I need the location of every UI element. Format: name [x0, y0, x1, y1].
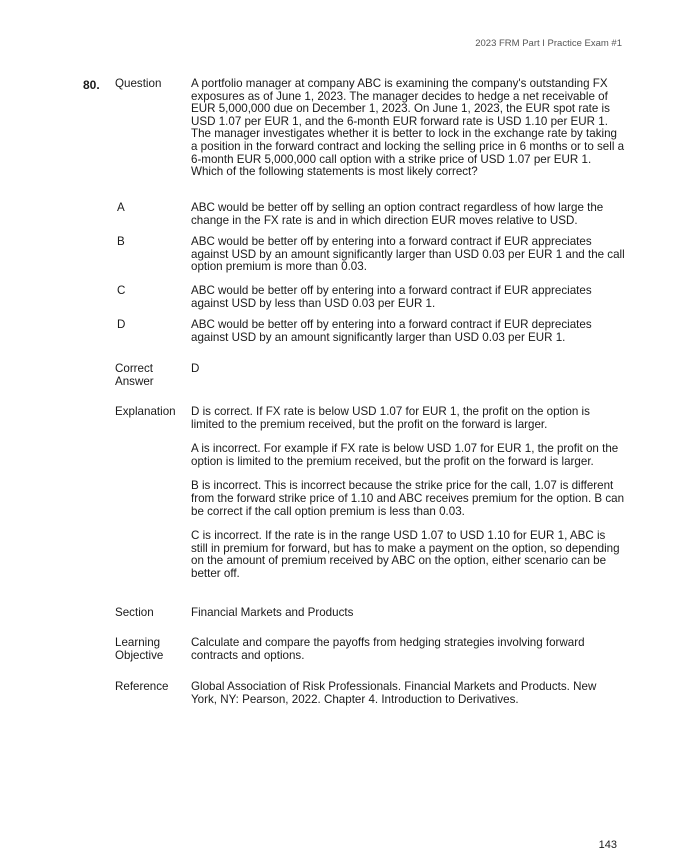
running-header: 2023 FRM Part I Practice Exam #1: [475, 38, 622, 49]
option-b: [115, 236, 625, 274]
option-text: ABC would be better off by entering into a forward contract if EUR depreciates against USD by an amount significantly larger than USD 0.03 per EUR 1.: [191, 318, 592, 344]
explanation-row: [115, 406, 625, 581]
correct-answer-value: D: [191, 362, 200, 375]
reference-label: Reference: [115, 680, 169, 693]
option-letter: C: [117, 284, 126, 297]
option-a: [115, 202, 625, 227]
explanation-paragraph: A is incorrect. For example if FX rate is below USD 1.07 for EUR 1, the profit on the option is limited to the premium received, but the profit on the forward is larger.: [191, 442, 619, 468]
option-letter: B: [117, 235, 125, 248]
question-label: Question: [115, 77, 162, 90]
section-value: Financial Markets and Products: [191, 606, 354, 619]
reference-row: [115, 681, 625, 706]
question-number: 80.: [83, 78, 100, 92]
section-row: [115, 607, 625, 620]
option-letter: A: [117, 201, 125, 214]
learning-objective-label: Learning Objective: [115, 636, 164, 662]
explanation-paragraph: C is incorrect. If the rate is in the range USD 1.07 to USD 1.10 for EUR 1, ABC is still in premium for forward, but has to make a payment on the option, so depending on the amount of premium received by ABC on the option, either scenario can be better off.: [191, 529, 620, 580]
correct-answer-row: [115, 363, 625, 388]
question-row: [115, 78, 625, 179]
explanation-body: [191, 406, 625, 581]
explanation-label: Explanation: [115, 405, 176, 418]
option-text: ABC would be better off by entering into a forward contract if EUR appreciates against USD by an amount significantly larger than USD 0.03 per EUR 1 and the call option premium is more than 0.03.: [191, 235, 625, 274]
option-d: [115, 319, 625, 344]
learning-objective-value: Calculate and compare the payoffs from hedging strategies involving forward contracts and options.: [191, 636, 585, 662]
reference-value: Global Association of Risk Professionals. Financial Markets and Products. New York, NY: Pearson, 2022. Chapter 4. Introduction to Derivatives.: [191, 680, 597, 706]
option-text: ABC would be better off by entering into a forward contract if EUR appreciates against USD by less than USD 0.03 per EUR 1.: [191, 284, 592, 310]
page-number: 143: [598, 839, 617, 851]
option-text: ABC would be better off by selling an option contract regardless of how large the change in the FX rate is and in which direction EUR moves relative to USD.: [191, 201, 604, 227]
section-label: Section: [115, 606, 154, 619]
explanation-paragraph: D is correct. If FX rate is below USD 1.07 for EUR 1, the profit on the option is limited to the premium received, but the profit on the forward is larger.: [191, 405, 590, 431]
option-c: [115, 285, 625, 310]
correct-answer-label: Correct Answer: [115, 362, 154, 388]
option-letter: D: [117, 318, 126, 331]
explanation-paragraph: B is incorrect. This is incorrect because the strike price for the call, 1.07 is different from the forward strike price of 1.10 and ABC receives premium for the option. B can be correct if the call option premium is less than 0.03.: [191, 479, 625, 518]
learning-objective-row: [115, 637, 625, 662]
question-text: A portfolio manager at company ABC is examining the company's outstanding FX exposures as of June 1, 2023. The manager decides to hedge a net receivable of EUR 5,000,000 due on December 1, 2023. On June 1, 2023, the EUR spot rate is USD 1.07 per EUR 1, and the 6-month EUR forward rate is USD 1.10 per EUR 1. The manager investigates whether it is better to lock in the exchange rate by taking a position in the forward contract and locking the selling price in 6 months or to sell a 6-month EUR 5,000,000 call option with a strike price of USD 1.07 per EUR 1. Which of the following statements is most likely correct?: [191, 77, 625, 179]
